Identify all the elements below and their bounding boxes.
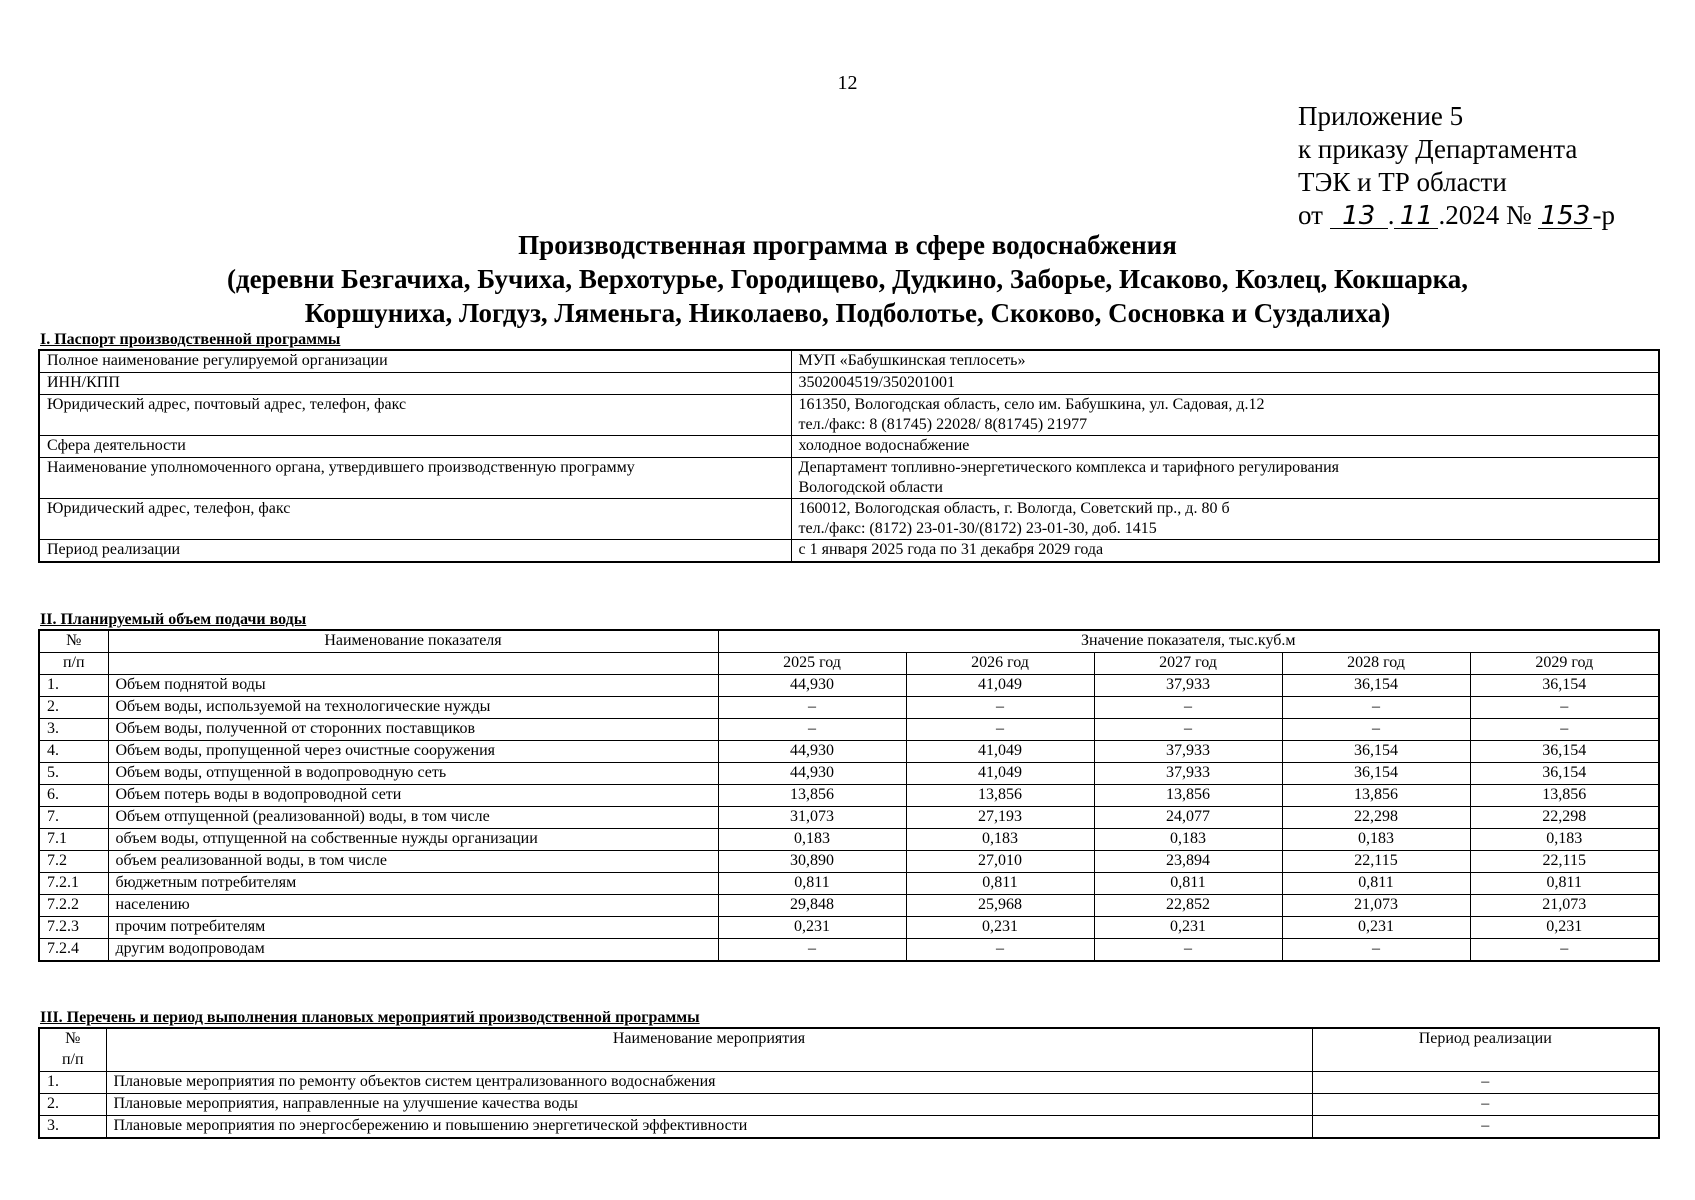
title-line-2: (деревни Безгачиха, Бучиха, Верхотурье, Городищево, Дудкино, Заборье, Исаково, Козлец, Кокшарка,	[226, 264, 1469, 294]
measures-table	[38, 1027, 1660, 1139]
header-num-2: п/п	[39, 653, 108, 675]
table-row	[39, 851, 1659, 873]
appendix-line-2: к приказу Департамента	[1298, 134, 1578, 164]
passport-value-line-1: с 1 января 2025 года по 31 декабря 2029 года	[798, 541, 1104, 558]
header-indicator-value: Значение показателя, тыс.куб.м	[718, 630, 1659, 653]
table-row	[39, 763, 1659, 785]
indicator-value: 22,115	[1470, 851, 1659, 873]
passport-row	[39, 458, 1659, 499]
indicator-value: 37,933	[1094, 741, 1282, 763]
passport-label: Юридический адрес, телефон, факс	[39, 499, 791, 540]
passport-value	[791, 373, 1659, 395]
passport-row	[39, 499, 1659, 540]
indicator-value: 0,183	[1282, 829, 1470, 851]
row-number: 7.2.2	[39, 895, 108, 917]
indicator-value: 41,049	[906, 741, 1094, 763]
header-year: 2027 год	[1094, 653, 1282, 675]
passport-row	[39, 373, 1659, 395]
indicator-value: 22,298	[1282, 807, 1470, 829]
appendix-date-line: от 13 . 11 .2024 № 153-р	[1298, 200, 1615, 231]
indicator-value: 0,183	[1094, 829, 1282, 851]
date-month: 11	[1394, 204, 1438, 229]
indicator-value: –	[1470, 939, 1659, 962]
indicator-value: 13,856	[906, 785, 1094, 807]
date-day: 13	[1330, 204, 1388, 229]
passport-value-line-1: МУП «Бабушкинская теплосеть»	[798, 352, 1026, 369]
header-name-empty	[108, 653, 718, 675]
row-number: 7.	[39, 807, 108, 829]
table-row	[39, 917, 1659, 939]
indicator-value: –	[1282, 697, 1470, 719]
indicator-value: 36,154	[1470, 741, 1659, 763]
passport-value-line-1: 161350, Вологодская область, село им. Бабушкина, ул. Садовая, д.12	[798, 396, 1265, 413]
row-number: 1.	[39, 675, 108, 697]
indicator-value: 30,890	[718, 851, 906, 873]
indicator-value: 22,852	[1094, 895, 1282, 917]
indicator-value: 0,231	[1094, 917, 1282, 939]
row-number: 7.2.3	[39, 917, 108, 939]
passport-value-line-2: тел./факс: (8172) 23-01-30/(8172) 23-01-30, доб. 1415	[798, 520, 1157, 537]
indicator-value: 13,856	[1282, 785, 1470, 807]
indicator-value: 41,049	[906, 675, 1094, 697]
passport-value-line-1: Департамент топливно-энергетического комплекса и тарифного регулирования	[798, 459, 1340, 476]
measure-period: –	[1312, 1116, 1659, 1139]
indicator-name: Объем отпущенной (реализованной) воды, в том числе	[108, 807, 718, 829]
indicator-name: прочим потребителям	[108, 917, 718, 939]
document-title	[0, 228, 1695, 330]
indicator-value: –	[718, 719, 906, 741]
header-year: 2028 год	[1282, 653, 1470, 675]
measure-name: Плановые мероприятия, направленные на улучшение качества воды	[106, 1094, 1312, 1116]
indicator-value: 29,848	[718, 895, 906, 917]
section-3-title: III. Перечень и период выполнения плановых мероприятий производственной программы	[40, 1009, 700, 1026]
indicator-value: 0,811	[906, 873, 1094, 895]
indicator-name: Объем потерь воды в водопроводной сети	[108, 785, 718, 807]
table-row	[39, 807, 1659, 829]
passport-value	[791, 458, 1659, 499]
passport-row	[39, 540, 1659, 563]
indicator-value: –	[1282, 939, 1470, 962]
passport-label: Наименование уполномоченного органа, утвердившего производственную программу	[39, 458, 791, 499]
indicator-value: 13,856	[1094, 785, 1282, 807]
passport-label: ИНН/КПП	[39, 373, 791, 395]
indicator-value: 22,115	[1282, 851, 1470, 873]
indicator-value: 36,154	[1282, 741, 1470, 763]
indicator-value: 22,298	[1470, 807, 1659, 829]
indicator-value: 37,933	[1094, 675, 1282, 697]
passport-value-line-2: Вологодской области	[798, 479, 943, 496]
indicator-value: 44,930	[718, 675, 906, 697]
indicator-value: –	[1470, 719, 1659, 741]
indicator-value: 27,010	[906, 851, 1094, 873]
order-number: 153	[1538, 204, 1592, 229]
indicator-value: 0,811	[1094, 873, 1282, 895]
table-row	[39, 829, 1659, 851]
table-row	[39, 697, 1659, 719]
passport-label: Полное наименование регулируемой организации	[39, 350, 791, 373]
row-number: 7.2.1	[39, 873, 108, 895]
indicator-value: 44,930	[718, 763, 906, 785]
indicator-value: 0,231	[1282, 917, 1470, 939]
passport-value-line-1: 3502004519/350201001	[798, 374, 955, 391]
passport-value-line-1: холодное водоснабжение	[798, 437, 970, 454]
section-1-title: I. Паспорт производственной программы	[40, 331, 341, 348]
passport-value	[791, 395, 1659, 436]
header-measure-name: Наименование мероприятия	[106, 1028, 1312, 1050]
row-number: 2.	[39, 697, 108, 719]
passport-table	[38, 349, 1660, 563]
indicator-value: 37,933	[1094, 763, 1282, 785]
indicator-value: 41,049	[906, 763, 1094, 785]
indicator-value: –	[906, 939, 1094, 962]
indicator-value: 0,183	[906, 829, 1094, 851]
indicator-name: Объем воды, используемой на технологические нужды	[108, 697, 718, 719]
indicator-name: объем воды, отпущенной на собственные нужды организации	[108, 829, 718, 851]
header-empty	[106, 1050, 1312, 1072]
indicator-value: 0,811	[718, 873, 906, 895]
indicator-value: 13,856	[1470, 785, 1659, 807]
order-suffix: -р	[1592, 200, 1615, 230]
indicator-value: 27,193	[906, 807, 1094, 829]
passport-row	[39, 436, 1659, 458]
table-row	[39, 741, 1659, 763]
indicator-value: –	[1094, 939, 1282, 962]
indicator-value: –	[906, 697, 1094, 719]
section-2-title: II. Планируемый объем подачи воды	[40, 611, 307, 628]
table-row	[39, 719, 1659, 741]
indicator-value: 0,811	[1282, 873, 1470, 895]
indicator-name: Объем воды, отпущенной в водопроводную сеть	[108, 763, 718, 785]
date-year: .2024 №	[1438, 200, 1532, 230]
measure-period: –	[1312, 1072, 1659, 1094]
indicator-value: 0,183	[718, 829, 906, 851]
table-row	[39, 939, 1659, 962]
measure-name: Плановые мероприятия по энергосбережению и повышению энергетической эффективности	[106, 1116, 1312, 1139]
indicator-value: 0,811	[1470, 873, 1659, 895]
row-number: 7.2.4	[39, 939, 108, 962]
indicator-name: населению	[108, 895, 718, 917]
appendix-block	[1298, 100, 1615, 232]
passport-value	[791, 350, 1659, 373]
indicator-name: объем реализованной воды, в том числе	[108, 851, 718, 873]
indicator-value: 0,231	[1470, 917, 1659, 939]
passport-row	[39, 350, 1659, 373]
indicator-value: 44,930	[718, 741, 906, 763]
header-year: 2025 год	[718, 653, 906, 675]
passport-label: Юридический адрес, почтовый адрес, телефон, факс	[39, 395, 791, 436]
passport-label: Сфера деятельности	[39, 436, 791, 458]
header-num-2: п/п	[39, 1050, 106, 1072]
indicator-name: бюджетным потребителям	[108, 873, 718, 895]
measure-period: –	[1312, 1094, 1659, 1116]
indicator-value: 24,077	[1094, 807, 1282, 829]
indicator-value: 23,894	[1094, 851, 1282, 873]
indicator-value: 21,073	[1470, 895, 1659, 917]
row-number: 5.	[39, 763, 108, 785]
indicator-value: –	[906, 719, 1094, 741]
page-number: 12	[837, 72, 858, 94]
indicator-value: 0,231	[718, 917, 906, 939]
row-number: 3.	[39, 1116, 106, 1139]
indicator-value: –	[718, 939, 906, 962]
table-row	[39, 1072, 1659, 1094]
appendix-line-1: Приложение 5	[1298, 101, 1464, 131]
indicator-value: 36,154	[1282, 675, 1470, 697]
header-num: №	[39, 1028, 106, 1050]
indicator-value: 36,154	[1470, 763, 1659, 785]
row-number: 1.	[39, 1072, 106, 1094]
table-row	[39, 895, 1659, 917]
table-row	[39, 873, 1659, 895]
passport-value-line-1: 160012, Вологодская область, г. Вологда, Советский пр., д. 80 б	[798, 500, 1230, 517]
row-number: 3.	[39, 719, 108, 741]
indicator-name: другим водопроводам	[108, 939, 718, 962]
title-line-3: Коршуниха, Логдуз, Ляменьга, Николаево, Подболотье, Скоково, Сосновка и Суздалиха)	[304, 298, 1391, 328]
indicator-name: Объем воды, пропущенной через очистные сооружения	[108, 741, 718, 763]
row-number: 7.2	[39, 851, 108, 873]
passport-value	[791, 499, 1659, 540]
table-row	[39, 675, 1659, 697]
row-number: 6.	[39, 785, 108, 807]
title-line-1: Производственная программа в сфере водоснабжения	[518, 230, 1177, 260]
indicator-name: Объем поднятой воды	[108, 675, 718, 697]
header-indicator-name: Наименование показателя	[108, 630, 718, 653]
table-row	[39, 785, 1659, 807]
indicator-value: 13,856	[718, 785, 906, 807]
header-num: №	[39, 630, 108, 653]
indicator-name: Объем воды, полученной от сторонних поставщиков	[108, 719, 718, 741]
header-year: 2029 год	[1470, 653, 1659, 675]
passport-label: Период реализации	[39, 540, 791, 563]
indicator-value: 21,073	[1282, 895, 1470, 917]
row-number: 2.	[39, 1094, 106, 1116]
passport-value	[791, 540, 1659, 563]
indicator-value: –	[1470, 697, 1659, 719]
date-prefix: от	[1298, 200, 1323, 230]
indicator-value: –	[1094, 697, 1282, 719]
indicator-value: 36,154	[1470, 675, 1659, 697]
indicator-value: –	[1282, 719, 1470, 741]
indicator-value: 0,183	[1470, 829, 1659, 851]
indicator-value: 31,073	[718, 807, 906, 829]
appendix-line-3: ТЭК и ТР области	[1298, 167, 1507, 197]
indicator-value: 25,968	[906, 895, 1094, 917]
header-empty	[1312, 1050, 1659, 1072]
row-number: 7.1	[39, 829, 108, 851]
indicator-value: –	[718, 697, 906, 719]
passport-row	[39, 395, 1659, 436]
passport-value	[791, 436, 1659, 458]
water-volume-table	[38, 629, 1660, 962]
header-year: 2026 год	[906, 653, 1094, 675]
indicator-value: 36,154	[1282, 763, 1470, 785]
table-row	[39, 1116, 1659, 1139]
indicator-value: –	[1094, 719, 1282, 741]
measure-name: Плановые мероприятия по ремонту объектов систем централизованного водоснабжения	[106, 1072, 1312, 1094]
header-period: Период реализации	[1312, 1028, 1659, 1050]
indicator-value: 0,231	[906, 917, 1094, 939]
table-row	[39, 1094, 1659, 1116]
row-number: 4.	[39, 741, 108, 763]
passport-value-line-2: тел./факс: 8 (81745) 22028/ 8(81745) 21977	[798, 416, 1088, 433]
